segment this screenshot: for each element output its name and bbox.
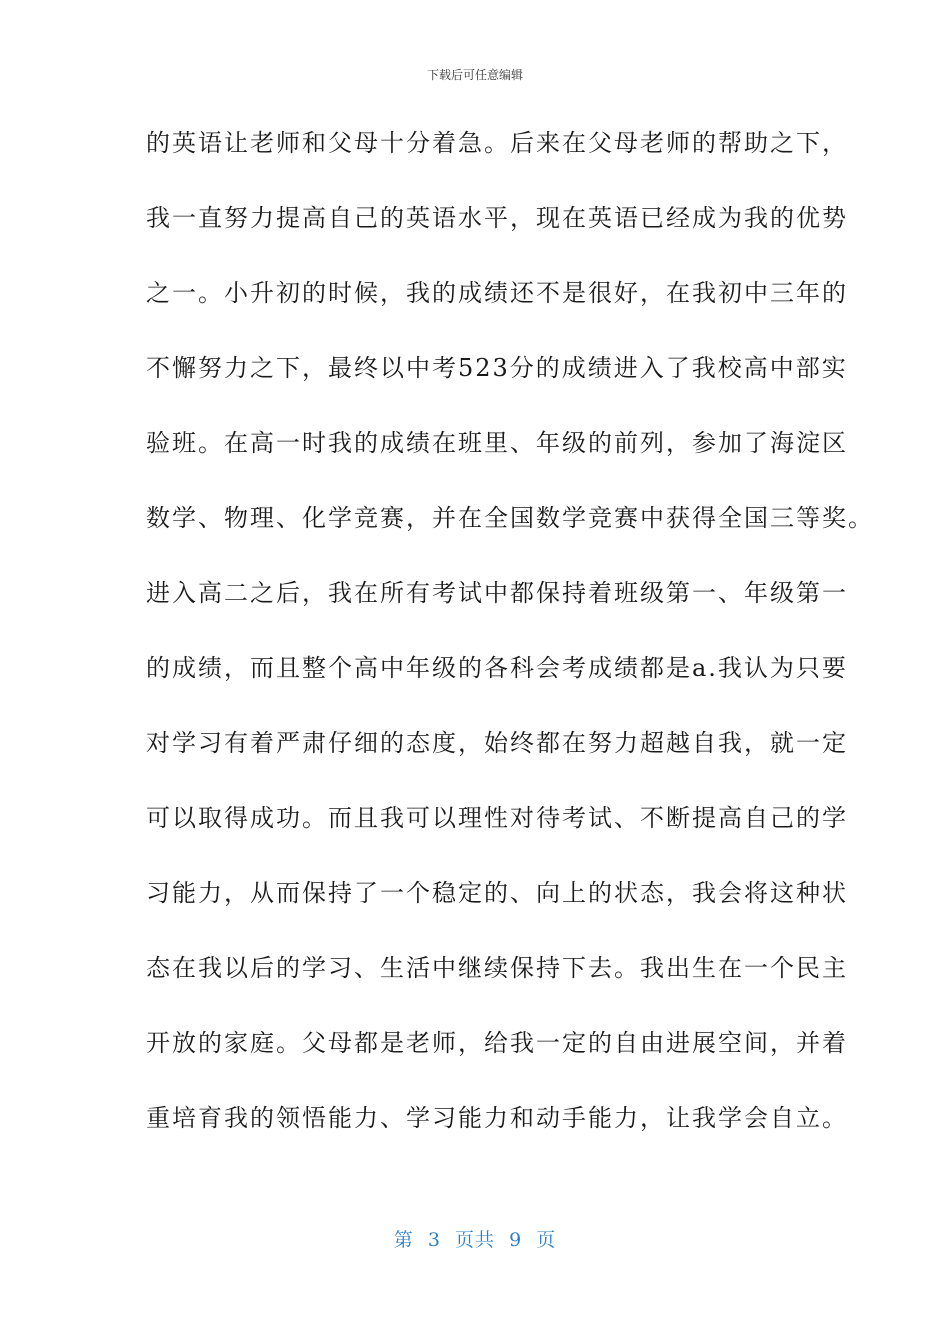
document-body bbox=[146, 120, 874, 1170]
paragraph-line: 我一直努力提高自己的英语水平，现在英语已经成为我的优势 bbox=[146, 204, 848, 232]
paragraph-line: 可以取得成功。而且我可以理性对待考试、不断提高自己的学 bbox=[146, 804, 848, 832]
paragraph-line: 不懈努力之下，最终以中考523分的成绩进入了我校高中部实 bbox=[146, 354, 848, 382]
paragraph-line: 验班。在高一时我的成绩在班里、年级的前列，参加了海淀区 bbox=[146, 429, 848, 457]
paragraph-line: 重培育我的领悟能力、学习能力和动手能力，让我学会自立。 bbox=[146, 1104, 848, 1132]
page-header: 下载后可任意编辑 bbox=[426, 68, 523, 82]
paragraph-line: 开放的家庭。父母都是老师，给我一定的自由进展空间，并着 bbox=[146, 1029, 848, 1057]
paragraph-line: 的英语让老师和父母十分着急。后来在父母老师的帮助之下， bbox=[146, 129, 848, 157]
paragraph-line: 之一。小升初的时候，我的成绩还不是很好，在我初中三年的 bbox=[146, 279, 848, 307]
paragraph-line: 态在我以后的学习、生活中继续保持下去。我出生在一个民主 bbox=[146, 954, 848, 982]
paragraph-line: 对学习有着严肃仔细的态度，始终都在努力超越自我，就一定 bbox=[146, 729, 848, 757]
page-number-footer: 第 3 页共 9 页 bbox=[393, 1229, 557, 1251]
paragraph-line: 数学、物理、化学竞赛，并在全国数学竞赛中获得全国三等奖。 bbox=[146, 504, 874, 532]
paragraph-line: 进入高二之后，我在所有考试中都保持着班级第一、年级第一 bbox=[146, 579, 848, 607]
paragraph-line: 的成绩，而且整个高中年级的各科会考成绩都是a.我认为只要 bbox=[146, 654, 848, 682]
paragraph-line: 习能力，从而保持了一个稳定的、向上的状态，我会将这种状 bbox=[146, 879, 848, 907]
